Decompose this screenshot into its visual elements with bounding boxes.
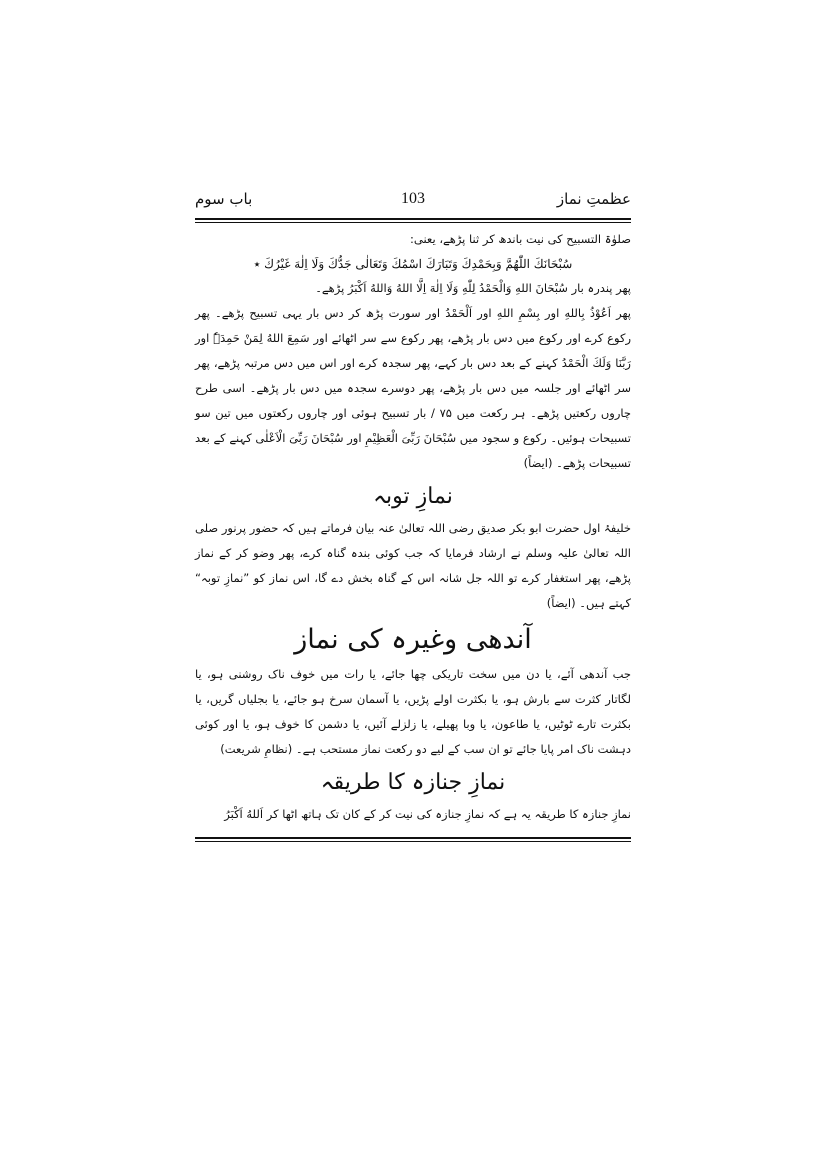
heading-namaz-tauba: نمازِ توبہ bbox=[373, 484, 453, 509]
paragraph-andhi: جب آندھی آئے، یا دن میں سخت تاریکی چھا جائے، یا رات میں خوف ناک روشنی ہو، یا لگاتار کثرت سے بارش ہو، یا بکثرت اولے پڑیں، یا آسمان سرخ ہو جائے، یا بجلیاں گریں، یا بکثرت تارے ٹوٹیں، یا طاعون، یا وبا پھیلے، یا زلزلے آئیں، یا دشمن کا خوف ہو، یا اور کوئی دہشت ناک امر پایا جائے تو ان سب کے لیے دو رکعت نماز مستحب ہے۔ (نظامِ شریعت) bbox=[195, 667, 631, 756]
paragraph-janaza: نمازِ جنازہ کا طریقہ یہ ہے کہ نمازِ جنازہ کی نیت کر کے کان تک ہاتھ اٹھا کر اَللهُ اَكْبَرُ bbox=[224, 807, 631, 821]
chapter-label: باب سوم bbox=[195, 190, 253, 208]
footer-rule bbox=[195, 837, 631, 842]
thana-text: سُبْحَانَكَ اللّٰهُمَّ وَبِحَمْدِكَ وَتَبَارَكَ اسْمُكَ وَتَعَالٰى جَدُّكَ وَلَا اِلٰهَ غَيْرُكَ ٭ bbox=[253, 257, 573, 271]
page bbox=[195, 190, 631, 842]
intro-line: صلوٰۃ التسبیح کی نیت باندھ کر ثنا پڑھے، یعنی: bbox=[409, 232, 631, 246]
running-header bbox=[195, 190, 631, 216]
heading-andhi-namaz: آندھی وغیرہ کی نماز bbox=[294, 624, 532, 655]
paragraph-tauba: خلیفۂ اول حضرت ابو بکر صدیق رضی اللہ تعالیٰ عنہ بیان فرماتے ہیں کہ حضور پرنور صلی اللہ تعالیٰ علیہ وسلم نے ارشاد فرمایا کہ جب کوئی بندہ گناہ کرے، پھر وضو کر کے نماز پڑھے، پھر استغفار کرے تو اللہ جل شانہ اس کے گناہ بخش دے گا، اس نماز کو ”نمازِ توبہ“ کہتے ہیں۔ (ایضاً) bbox=[195, 521, 631, 610]
page-number: 103 bbox=[401, 190, 425, 207]
book-title: عظمتِ نماز bbox=[556, 190, 631, 208]
tasbih-line: پھر پندرہ بار سُبْحَانَ اللهِ وَالْحَمْدُ لِلّٰهِ وَلَا اِلٰهَ اِلَّا اللهُ وَاللهُ اَكْبَرُ پڑھے۔ bbox=[315, 281, 631, 295]
heading-janaza: نمازِ جنازہ کا طریقہ bbox=[320, 770, 506, 795]
paragraph-tasbih: پھر اَعُوْذُ بِاللهِ اور بِسْمِ اللهِ اور اَلْحَمْدُ اور سورت پڑھ کر دس بار یہی تسبیح پڑھے۔ پھر رکوع کرے اور رکوع میں دس بار پڑھے، پھر رکوع سے سر اٹھائے اور سَمِعَ اللهُ لِمَنْ حَمِدَہٗ اور رَبَّنَا وَلَكَ الْحَمْدُ کہنے کے بعد دس بار کہے، پھر سجدہ کرے اور اس میں دس مرتبہ پڑھے، پھر سر اٹھائے اور جلسہ میں دس بار پڑھے، پھر دوسرے سجدہ میں دس بار پڑھے۔ اسی طرح چاروں رکعتیں پڑھے۔ ہر رکعت میں ۷۵ / بار تسبیح ہوئی اور چاروں رکعتوں میں تین سو تسبیحات ہوئیں۔ رکوع و سجود میں سُبْحَانَ رَبِّیَ الْعَظِیْمِ اور سُبْحَانَ رَبِّیَ الْاَعْلٰی کہنے کے بعد تسبیحات پڑھے۔ (ایضاً) bbox=[195, 306, 631, 470]
header-rule bbox=[195, 218, 631, 223]
